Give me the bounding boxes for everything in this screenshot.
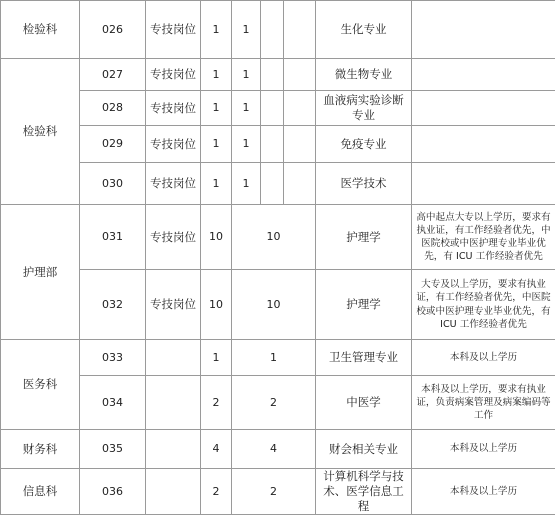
requirements-cell: 本科及以上学历 <box>412 340 555 376</box>
count-c-cell <box>261 1 284 59</box>
count-c-cell <box>261 126 284 163</box>
count-c-cell <box>261 91 284 126</box>
requirements-cell <box>412 126 555 163</box>
requirements-cell: 本科及以上学历 <box>412 469 555 515</box>
count-cell: 2 <box>201 376 232 430</box>
count-c-cell: 2 <box>232 469 316 515</box>
count-c-cell: 4 <box>232 430 316 469</box>
dept-cell: 检验科 <box>1 59 80 205</box>
major-cell: 护理学 <box>316 270 412 340</box>
post-type-cell: 专技岗位 <box>146 59 201 91</box>
table-row <box>1 126 555 163</box>
major-cell: 中医学 <box>316 376 412 430</box>
count-d-cell <box>284 91 316 126</box>
count-d-cell <box>284 59 316 91</box>
post-type-cell: 专技岗位 <box>146 163 201 205</box>
dept-cell: 护理部 <box>1 205 80 340</box>
major-cell: 免疫专业 <box>316 126 412 163</box>
count-c-cell: 10 <box>232 270 316 340</box>
count-b-cell: 1 <box>232 59 261 91</box>
major-cell: 财会相关专业 <box>316 430 412 469</box>
post-type-cell <box>146 340 201 376</box>
major-cell: 微生物专业 <box>316 59 412 91</box>
major-cell: 血液病实验诊断专业 <box>316 91 412 126</box>
count-b-cell: 1 <box>232 91 261 126</box>
major-cell: 卫生管理专业 <box>316 340 412 376</box>
major-cell: 护理学 <box>316 205 412 270</box>
count-d-cell <box>284 1 316 59</box>
major-cell: 计算机科学与技术、医学信息工程 <box>316 469 412 515</box>
post-code-cell: 032 <box>80 270 146 340</box>
post-type-cell <box>146 469 201 515</box>
dept-cell: 医务科 <box>1 340 80 430</box>
count-cell: 1 <box>201 59 232 91</box>
post-code-cell: 026 <box>80 1 146 59</box>
count-d-cell <box>284 163 316 205</box>
table-row <box>1 59 555 91</box>
count-c-cell: 2 <box>232 376 316 430</box>
count-c-cell: 1 <box>232 340 316 376</box>
requirements-cell: 本科及以上学历，要求有执业证，负责病案管理及病案编码等工作 <box>412 376 555 430</box>
dept-cell: 检验科 <box>1 1 80 59</box>
count-cell: 10 <box>201 205 232 270</box>
post-type-cell <box>146 376 201 430</box>
count-cell: 1 <box>201 340 232 376</box>
post-code-cell: 030 <box>80 163 146 205</box>
requirements-cell <box>412 59 555 91</box>
post-code-cell: 034 <box>80 376 146 430</box>
count-c-cell <box>261 59 284 91</box>
post-code-cell: 027 <box>80 59 146 91</box>
post-type-cell: 专技岗位 <box>146 91 201 126</box>
count-c-cell <box>261 163 284 205</box>
count-cell: 10 <box>201 270 232 340</box>
requirements-cell <box>412 1 555 59</box>
post-code-cell: 028 <box>80 91 146 126</box>
post-code-cell: 029 <box>80 126 146 163</box>
table-row <box>1 205 555 270</box>
major-cell: 生化专业 <box>316 1 412 59</box>
post-code-cell: 036 <box>80 469 146 515</box>
dept-cell: 财务科 <box>1 430 80 469</box>
count-cell: 1 <box>201 163 232 205</box>
post-type-cell: 专技岗位 <box>146 270 201 340</box>
table-row <box>1 430 555 469</box>
requirements-cell <box>412 163 555 205</box>
count-cell: 4 <box>201 430 232 469</box>
table-row <box>1 469 555 515</box>
count-b-cell: 1 <box>232 1 261 59</box>
count-b-cell: 1 <box>232 126 261 163</box>
count-cell: 2 <box>201 469 232 515</box>
post-code-cell: 033 <box>80 340 146 376</box>
requirements-cell <box>412 91 555 126</box>
requirements-cell: 高中起点大专以上学历，要求有执业证，有工作经验者优先，中医院校或中医护理专业毕业优先，有 ICU 工作经验者优先 <box>412 205 555 270</box>
table-row <box>1 1 555 59</box>
table-row <box>1 376 555 430</box>
count-cell: 1 <box>201 126 232 163</box>
table-row <box>1 163 555 205</box>
post-type-cell: 专技岗位 <box>146 205 201 270</box>
table-row <box>1 91 555 126</box>
count-cell: 1 <box>201 1 232 59</box>
major-cell: 医学技术 <box>316 163 412 205</box>
count-c-cell: 10 <box>232 205 316 270</box>
post-type-cell: 专技岗位 <box>146 126 201 163</box>
requirements-cell: 大专及以上学历，要求有执业证，有工作经验者优先，中医院校或中医护理专业毕业优先，有 ICU 工作经验者优先 <box>412 270 555 340</box>
post-type-cell: 专技岗位 <box>146 1 201 59</box>
count-b-cell: 1 <box>232 163 261 205</box>
count-cell: 1 <box>201 91 232 126</box>
table-row <box>1 340 555 376</box>
post-code-cell: 035 <box>80 430 146 469</box>
dept-cell: 信息科 <box>1 469 80 515</box>
post-code-cell: 031 <box>80 205 146 270</box>
count-d-cell <box>284 126 316 163</box>
post-type-cell <box>146 430 201 469</box>
requirements-cell: 本科及以上学历 <box>412 430 555 469</box>
table-row <box>1 270 555 340</box>
